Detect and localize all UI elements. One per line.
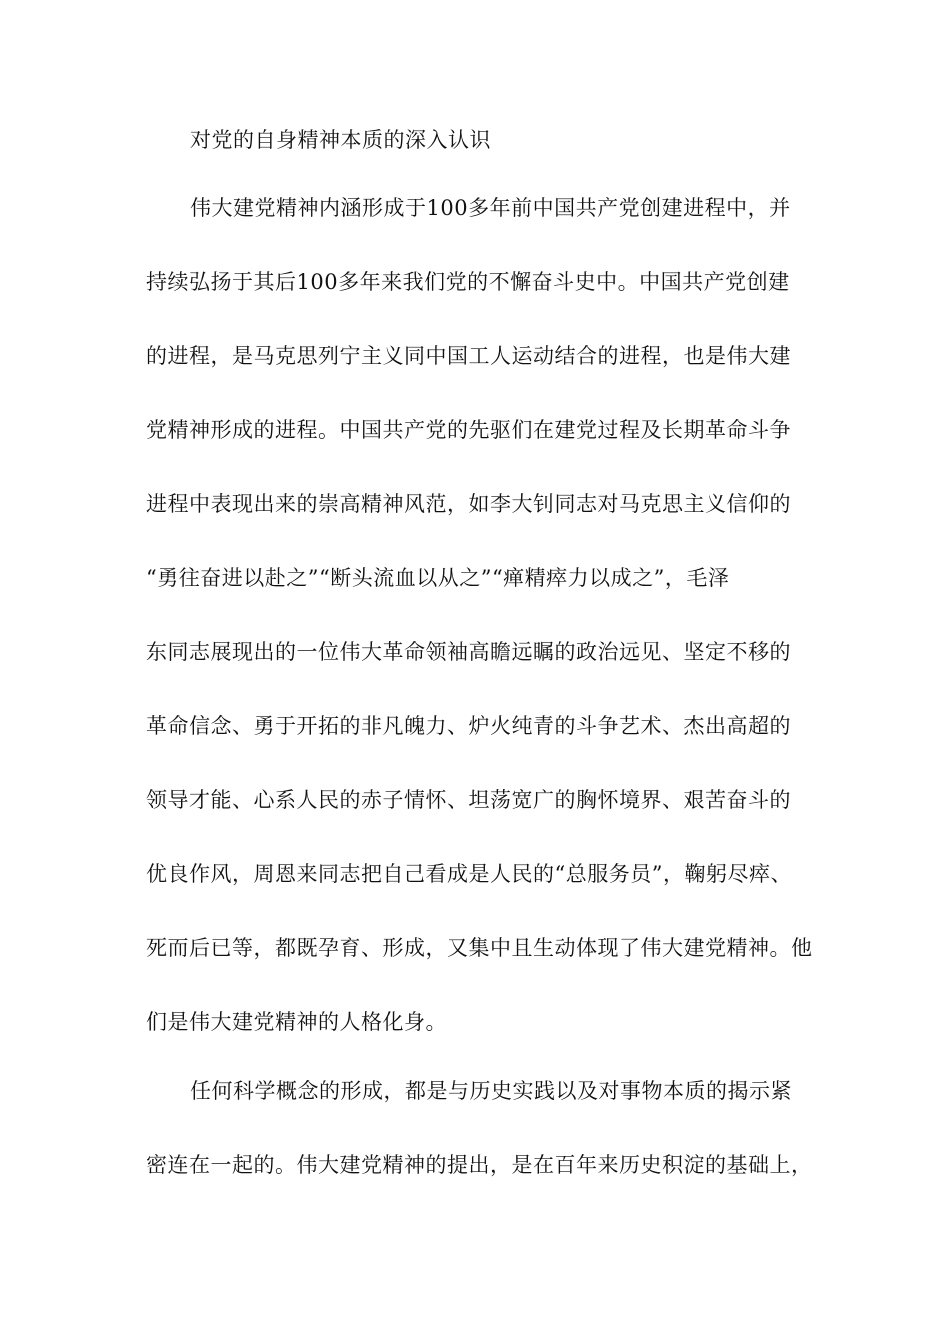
paragraph-line: 们是伟大建党精神的人格化身。 <box>146 1010 447 1034</box>
paragraph-line: 的进程，是马克思列宁主义同中国工人运动结合的进程，也是伟大建 <box>146 344 791 368</box>
paragraph-line: 伟大建党精神内涵形成于100多年前中国共产党创建进程中，并 <box>190 196 791 220</box>
paragraph-line: 领导才能、心系人民的赤子情怀、坦荡宽广的胸怀境界、艰苦奋斗的 <box>146 788 791 812</box>
paragraph-line: 东同志展现出的一位伟大革命领袖高瞻远瞩的政治远见、坚定不移的 <box>146 640 791 664</box>
section-heading: 对党的自身精神本质的深入认识 <box>190 128 491 152</box>
paragraph-line: 任何科学概念的形成，都是与历史实践以及对事物本质的揭示紧 <box>190 1079 792 1103</box>
paragraph-line: “勇往奋进以赴之”“断头流血以从之”“瘅精瘁力以成之”，毛泽 <box>146 566 730 590</box>
paragraph-line: 党精神形成的进程。中国共产党的先驱们在建党过程及长期革命斗争 <box>146 418 791 442</box>
paragraph-line: 持续弘扬于其后100多年来我们党的不懈奋斗史中。中国共产党创建 <box>146 270 790 294</box>
paragraph-line: 密连在一起的。伟大建党精神的提出，是在百年来历史积淀的基础上， <box>146 1153 813 1177</box>
paragraph-line: 死而后已等，都既孕育、形成，又集中且生动体现了伟大建党精神。他 <box>146 936 813 960</box>
paragraph-line: 革命信念、勇于开拓的非凡魄力、炉火纯青的斗争艺术、杰出高超的 <box>146 714 791 738</box>
paragraph-line: 优良作风，周恩来同志把自己看成是人民的“总服务员”，鞠躬尽瘁、 <box>146 862 792 886</box>
paragraph-line: 进程中表现出来的崇高精神风范，如李大钊同志对马克思主义信仰的 <box>146 492 791 516</box>
